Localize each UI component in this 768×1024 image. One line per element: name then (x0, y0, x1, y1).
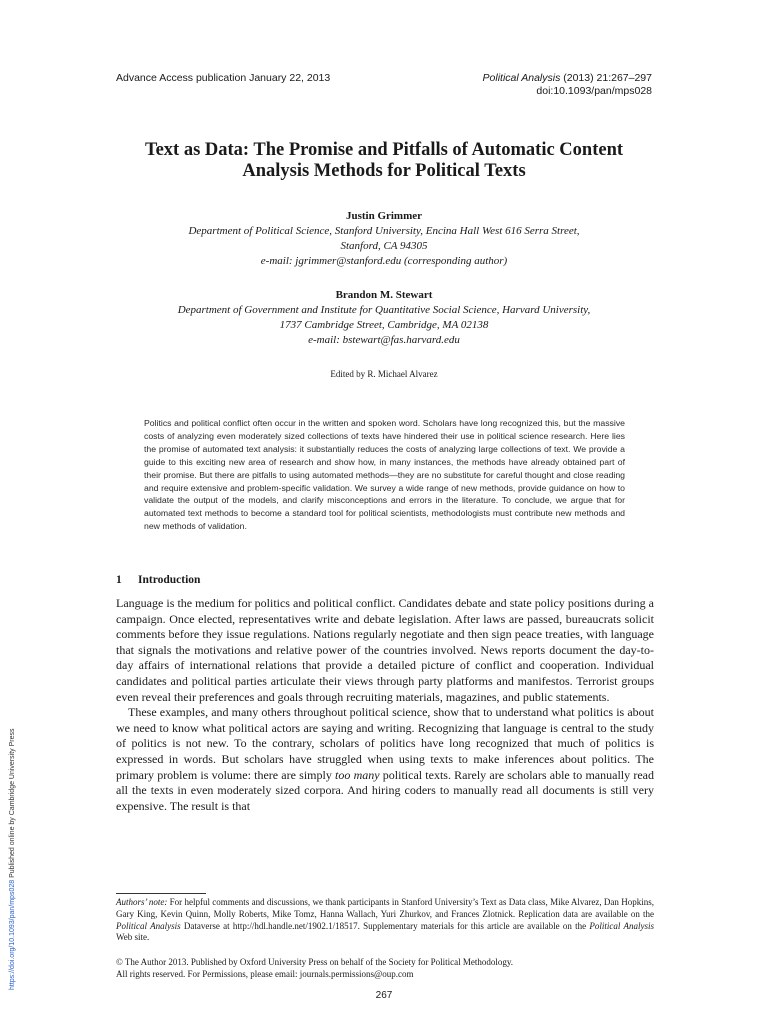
author-address: 1737 Cambridge Street, Cambridge, MA 02138 (279, 319, 489, 331)
footnote-text: Web site. (116, 932, 150, 943)
title-line-1: Text as Data: The Promise and Pitfalls of Automatic Content (144, 140, 624, 160)
author-affiliation: Department of Government and Institute for Quantitative Social Science, Harvard University, (177, 304, 591, 316)
author-name: Brandon M. Stewart (335, 289, 433, 301)
abstract: Politics and political conflict often occur in the written and spoken word. Scholars have long recognized this, but the massive costs of analyzing even moderately sized collections of texts have hindered their use in political science research. Here lies the promise of automated text analysis: it substantially reduces the costs of analyzing large collections of text. We provide a guide to this exciting new area of research and show how, in many instances, the methods have already obtained part of their promise. But there are pitfalls to using automated methods—they are no substitute for careful thought and close reading and require extensive and problem-specific validation. We survey a wide range of new methods, provide guidance on how to validate the output of the models, and clarify misconceptions and errors in the literature. To conclude, we argue that for automated text methods to become a standard tool for political scientists, methodologists must contribute new methods and new methods of validation. (144, 418, 625, 532)
footnote-text: Dataverse at http://hdl.handle.net/1902.1/18517. Supplementary materials for this article are available on the (180, 920, 590, 931)
section-heading (116, 574, 200, 586)
journal-name: Political Analysis (589, 920, 654, 931)
publication-date-header: Advance Access publication January 22, 2013 (116, 72, 331, 84)
journal-name: Political Analysis (482, 72, 561, 84)
authors-note-footnote (116, 897, 654, 944)
body-text (116, 596, 654, 814)
paragraph: Language is the medium for politics and political conflict. Candidates debate and state policy positions during a campaign. Once elected, representatives write and debate legislation. After laws are passed, bureaucrats solicit comments before they issue regulations. Nations regularly negotiate and then sign peace treaties, with language that signals the motivations and relative power of the countries involved. News reports document the day-to-day affairs of international relations that provide a detailed picture of conflict and cooperation. Individual candidates and political parties articulate their views through party platforms and manifestos. Terrorist groups even reveal their preferences and goals through recruiting materials, magazines, and public statements. (116, 596, 654, 704)
footnote-text: For helpful comments and discussions, we thank participants in Stanford University’s Text as Data class, Mike Alvarez, Dan Hopkins, Gary King, Kevin Quinn, Molly Roberts, Mike Tomz, Hanna Wallach, Yuri Zhurkov, and Frances Zlotnick. Replication data are available on the (116, 897, 655, 919)
doi-link[interactable]: https://doi.org/10.1093/pan/mps028 (9, 879, 16, 990)
paragraph-text: political texts. Rarely are scholars able to manually read all the texts in even moderately sized corpora. And hiring coders to manually read all documents is still very expensive. The result is that (116, 767, 654, 813)
page-number: 267 (375, 990, 393, 1001)
footnote-divider (116, 893, 206, 894)
copyright-line-2: All rights reserved. For Permissions, please email: journals.permissions@oup.com (116, 968, 414, 979)
title-line-2: Analysis Methods for Political Texts (242, 161, 526, 181)
copyright-notice (116, 957, 654, 981)
journal-name: Political Analysis (116, 920, 181, 931)
paragraph (116, 705, 654, 814)
section-number: 1 (116, 574, 122, 586)
author-affiliation: Department of Political Science, Stanford University, Encina Hall West 616 Serra Street, (188, 225, 580, 237)
section-title: Introduction (138, 574, 201, 586)
editor-credit: Edited by R. Michael Alvarez (330, 369, 438, 379)
article-title (100, 140, 668, 182)
copyright-line-1: © The Author 2013. Published by Oxford University Press on behalf of the Society for Political Methodology. (116, 957, 514, 967)
author-block-grimmer (100, 209, 668, 269)
journal-volume-pages: (2013) 21:267–297 (560, 72, 652, 84)
author-email[interactable]: e-mail: jgrimmer@stanford.edu (corresponding author) (260, 255, 508, 267)
author-email[interactable]: e-mail: bstewart@fas.harvard.edu (308, 334, 460, 346)
emphasis-text: too many (335, 767, 380, 782)
author-name: Justin Grimmer (345, 210, 423, 222)
journal-citation-header (483, 72, 652, 98)
published-online-text: Published online by Cambridge University Press (9, 728, 16, 880)
footnote-label: Authors’ note: (116, 897, 168, 907)
paragraph-text: These examples, and many others throughout political science, show that to understand what politics is about we need to know what political actors are saying and writing. Recognizing that language is central to the study of politics is not new. To the contrary, scholars of politics have long recognized that much of politics is expressed in words. But scholars have struggled when using texts to make inferences about politics. The primary problem is volume: there are simply (116, 705, 654, 782)
doi-label: doi:10.1093/pan/mps028 (536, 85, 652, 97)
author-block-stewart (100, 288, 668, 348)
author-address: Stanford, CA 94305 (340, 240, 428, 252)
